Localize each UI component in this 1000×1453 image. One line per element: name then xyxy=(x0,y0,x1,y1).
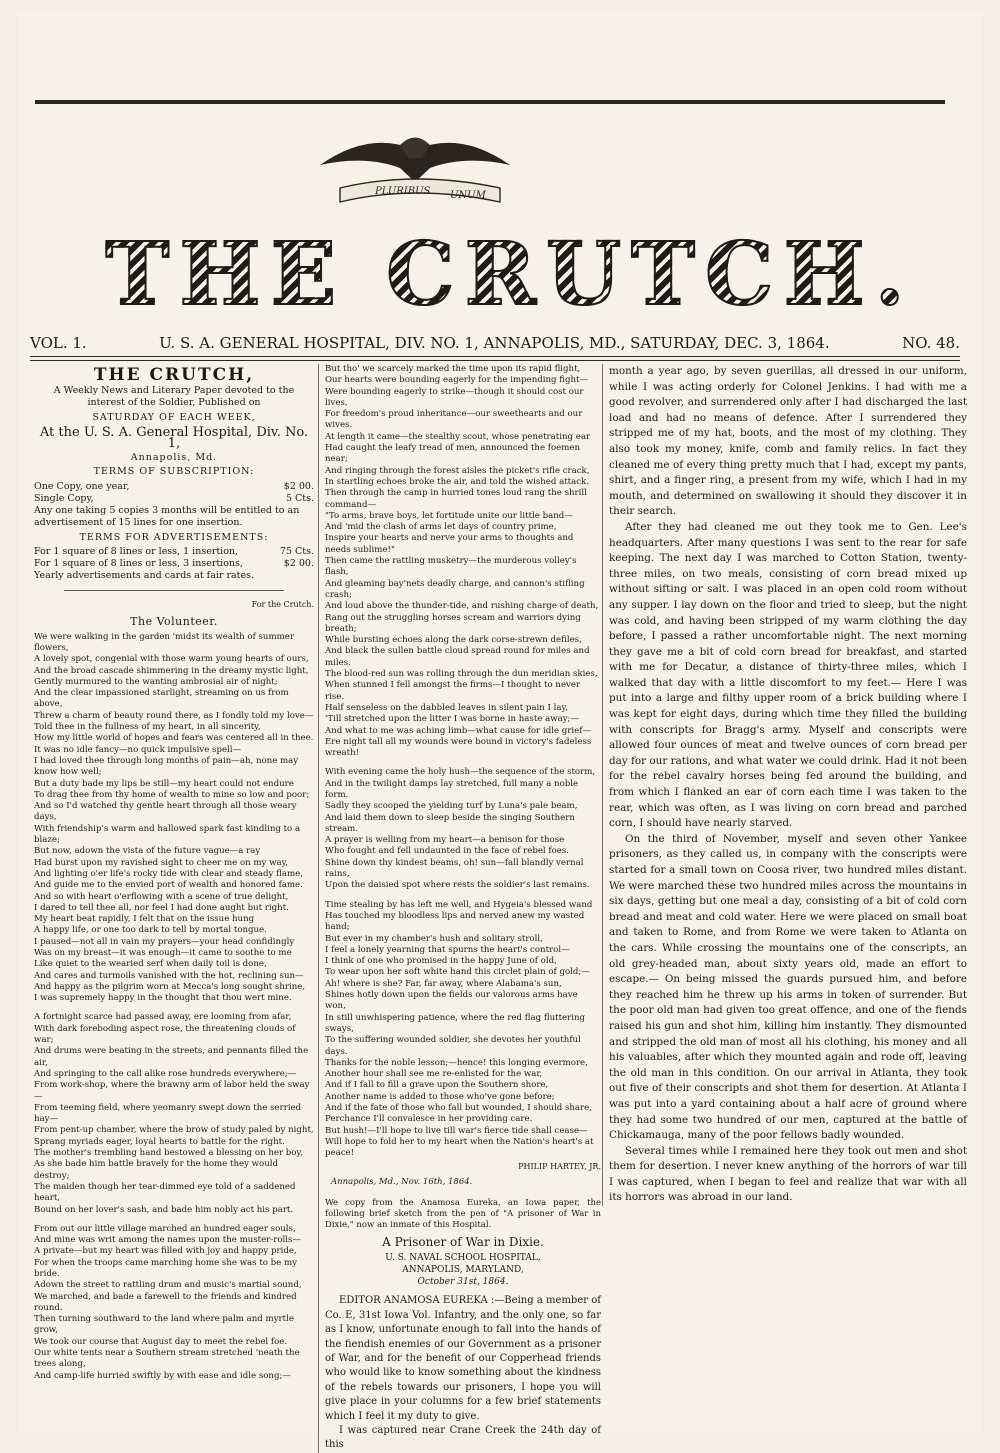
poem-line: Shines hotly down upon the fields our valorous arms have won, xyxy=(325,990,578,1012)
poem-line: Like quiet to the wearied serf when daily toil is done, xyxy=(34,959,267,970)
poem-line: And the broad cascade shimmering in the dreamy mystic light, xyxy=(34,665,309,676)
terms-price: $2 00. xyxy=(283,558,314,570)
poem-line: Another name is added to those who've gone before; xyxy=(325,1091,555,1102)
poem-line: And ringing through the forest aisles the picket's rifle crack, xyxy=(325,465,590,476)
poem-dated: Annapolis, Md., Nov. 16th, 1864. xyxy=(331,1176,473,1187)
poem-stanza xyxy=(34,632,314,1005)
column-1 xyxy=(34,364,314,1390)
poem-line: For when the troops came marching home she was to be my bride. xyxy=(34,1257,297,1279)
poem-line: And drums were beating in the streets, and pennants filled the air, xyxy=(34,1046,309,1068)
poem-line: Rang out the struggling horses scream and warriors dying breath; xyxy=(325,612,581,634)
poem-line: And if I fall to fill a grave upon the Southern shore, xyxy=(325,1080,549,1091)
poem-line: Bound on her lover's sash, and bade him nobly act his part. xyxy=(34,1204,294,1215)
poem-line: The mother's trembling hand bestowed a blessing on her boy, xyxy=(34,1148,303,1159)
poem-line: And mine was writ among the names upon the muster-rolls— xyxy=(34,1235,302,1246)
poem-line: To the suffering wounded soldier, she devotes her youthful days. xyxy=(325,1035,581,1057)
poem-line: And guide me to the envied port of wealth and honored fame. xyxy=(34,880,303,891)
poem-line: To drag thee from thy home of wealth to mine so low and poor; xyxy=(34,789,310,800)
poem-line: A lovely spot, congenial with those warm young hearts of ours, xyxy=(34,654,309,665)
poem-line: From teeming field, where yeomanry swept down the serried hay— xyxy=(34,1102,302,1125)
address-line: U. S. NAVAL SCHOOL HOSPITAL, xyxy=(385,1253,541,1264)
poem-line: From work-shop, where the brawny arm of labor held the sway— xyxy=(34,1080,310,1102)
column-2 xyxy=(318,364,601,1453)
poem-title: The Volunteer. xyxy=(130,615,218,629)
poem-line: Were bounding eagerly to strike—though it should cost our lives, xyxy=(325,386,584,408)
prospectus-line1: A Weekly News and Literary Paper devoted to the interest of the Soldier, Published on xyxy=(53,385,295,409)
divider xyxy=(64,590,284,591)
poem-line: And what to me was aching limb—what cause for idle grief— xyxy=(325,725,591,736)
article-paragraph: I was captured near Crane Creek the 24th day of this xyxy=(325,1425,601,1451)
poem-line: And the clear impassioned starlight, streaming on us from above, xyxy=(34,688,289,710)
poem-line: To wear upon her soft white hand this circlet plain of gold;— xyxy=(325,967,590,978)
poem-line: And in the twilight damps lay stretched, full many a noble form. xyxy=(325,778,579,800)
terms-price: 75 Cts. xyxy=(279,546,314,558)
poem-stanza xyxy=(325,767,601,891)
column-3 xyxy=(602,364,967,1206)
poem-line: My heart beat rapidly, I felt that on the issue hung xyxy=(34,914,255,925)
terms-row xyxy=(34,493,314,505)
article-paragraph: On the third of November, myself and seven other Yankee prisoners, as they called us, in company with the conscripts were started for a small town on Coosa river, two hundred miles distant. We were marched these two hundred miles across the mountains in six days, getting but one meal a day, consisting of a bit of cold corn bread and meat and cold water. Here we were placed on small boat and taken to Rome, and from Rome we were taken to Atlanta on the cars. While crossing the mountains one of the conscripts, an old grey-headed man, about sixty years old, made an effort to escape.— On being missed the guards pursued him, and before they reached him he threw up his arms in token of surrender. But the poor old man had given too great offence, and one of the fiends raised his gun and shot him, killing him instantly. They dismounted and stripped the old man of most all his clothing, his money and all his valuables, after which they mounted again and rode off, leaving the old man in this condition. On our arrival in Atlanta, they took out five of their conscripts and shot them for desertion. At Atlanta I was put into a yard containing about a half acre of ground where they had some two hundred of our men, captured at the battle of Chickamauga, many of the poor fellows badly wounded. xyxy=(609,832,967,1142)
poem-line: The blood-red sun was rolling through the dun meridian skies, xyxy=(325,669,598,680)
volume-number: VOL. 1. xyxy=(30,334,87,352)
poem-line: Our hearts were bounding eagerly for the impending fight— xyxy=(325,375,589,386)
poem-line: And camp-life hurried swiftly by with ease and idle song;— xyxy=(34,1370,291,1381)
poem-line: Threw a charm of beauty round there, as I fondly told my love— xyxy=(34,710,314,721)
poem-line: At length it came—the stealthy scout, whose penetrating ear xyxy=(325,431,591,442)
poem-line: And if the fate of those who fall but wounded, I should share, xyxy=(325,1103,592,1113)
poem-line: And loud above the thunder-tide, and rushing charge of death, xyxy=(325,601,599,612)
article-paragraph: Several times while I remained here they took out men and shot them for desertion. I never knew anything of the horrors of war till I was captured, when I began to feel and realize that war with all its horrors was abroad in our land. xyxy=(609,1144,967,1204)
poem-line: And 'mid the clash of arms let days of country prime, xyxy=(325,522,557,533)
poem-line: With evening came the holy hush—the sequence of the storm, xyxy=(325,767,596,778)
ribbon-left: PLURIBUS xyxy=(375,186,431,197)
poem-line: I was supremely happy in the thought that thou wert mine. xyxy=(34,993,292,1004)
terms-label: One Copy, one year, xyxy=(34,480,130,492)
article-paragraph: After they had cleaned me out they took me to Gen. Lee's headquarters. After many questions I was sent to the rear for safe keeping. The next day I was marched to Cotton Station, twenty-three miles, on two meals, consisting of corn bread mixed up without sifting or salt. I was placed in an open cold room without any supper. I lay down on the floor and tried to sleep, but the night was cold, and having been stripped of my warm clothing the day before, I passed a rather uncomfortable night. The next morning they gave me a bit of cold corn bread for breakfast, and started with me for Decatur, a distance of thirty-three miles, which I walked that day with a little discomfort to my feet.— Here I was put into a large and filthy upper room of a brick building where I was kept for eight days, during which time they filled the building with conscripts for Bragg's army. Myself and conscripts were allowed four ounces of meat and twelve ounces of corn bread per day for our rations, and what water we could drink. Had it not been for the rebel cavalry horses being fed around the building, and from which I flanked an ear of corn each time I was taken to the rear, which was often, as I was living on corn bread and parched corn, I should have nearly starved. xyxy=(609,520,967,830)
poem-line: Was on my breast—it was enough—it came to soothe to me xyxy=(34,947,292,958)
poem-line: A happy life, or one too dark to tell by mortal tongue. xyxy=(34,925,267,936)
prisoner-intro: We copy from the Anamosa Eureka, an Iowa paper, the following brief sketch from the pen of "A prisoner of War in Dixie," now an inmate of this Hospital. xyxy=(325,1198,601,1231)
advertising-note: Yearly advertisements and cards at fair rates. xyxy=(34,570,254,582)
poem-line: "To arms, brave boys, let fortitude unite our little band— xyxy=(325,510,573,521)
masthead-title: THE CRUTCH. xyxy=(100,235,920,315)
poem-line: Time stealing by has left me well, and Hygeia's blessed wand xyxy=(325,899,593,910)
poem-line: But now, adown the vista of the future vague—a ray xyxy=(34,846,261,857)
poem-line: A fortnight scarce had passed away, ere looming from afar, xyxy=(34,1012,292,1023)
poem-line: When stunned I fell amongst the firms—I thought to never rise. xyxy=(325,680,581,702)
poem-line: Had caught the leafy tread of men, announced the foemen near; xyxy=(325,443,580,465)
poem-line: And happy as the pilgrim worn at Mecca's long sought shrine, xyxy=(34,981,306,992)
poem-line: Perchance I'll convalesce in her providing care. xyxy=(325,1114,533,1125)
poem-line: From pent-up chamber, where the brow of study paled by night, xyxy=(34,1125,314,1136)
poem-line: A private—but my heart was filled with joy and happy pride, xyxy=(34,1246,297,1257)
article-address xyxy=(325,1252,601,1288)
terms-label: For 1 square of 8 lines or less, 3 insertions, xyxy=(34,558,243,570)
poem-line: I paused—not all in vain my prayers—your head confidingly xyxy=(34,936,295,947)
poem-line: And so I'd watched thy gentle heart through all those weary days, xyxy=(34,801,297,823)
address-line: October 31st, 1864. xyxy=(417,1277,509,1288)
terms-advertising-heading: TERMS FOR ADVERTISEMENTS: xyxy=(79,531,269,543)
poem-signature: PHILIP HARTEY, JR. xyxy=(518,1162,601,1172)
poem-line: Then through the camp in hurried tones loud rang the shrill command— xyxy=(325,488,587,510)
poem-line: But ever in my chamber's hush and solitary stroll, xyxy=(325,933,543,944)
poem-line: I feel a lonely yearning that spurns the heart's control— xyxy=(325,944,570,955)
poem-line: Sprang myriads eager, loyal hearts to battle for the right. xyxy=(34,1136,285,1147)
poem-line: And lighting o'er life's rocky tide with clear and steady flame, xyxy=(34,868,303,879)
poem-stanza xyxy=(34,1012,314,1215)
poem-line: And springing to the call alike rose hundreds everywhere;— xyxy=(34,1068,297,1079)
prospectus-title: THE CRUTCH, xyxy=(93,365,255,385)
poem-line: Will hope to fold her to my heart when the Nation's heart's at peace! xyxy=(325,1136,594,1159)
poem-line: Sadly they scooped the yielding turf by Luna's pale beam, xyxy=(325,801,578,812)
poem-line: The maiden though her tear-dimmed eye told of a saddened heart, xyxy=(34,1181,296,1204)
poem-line: 'Till stretched upon the litter I was borne in haste away;— xyxy=(325,714,580,725)
subscription-note: Any one taking 5 copies 3 months will be entitled to an advertisement of 15 lines for one insertion. xyxy=(34,504,300,528)
terms-row xyxy=(34,558,314,570)
dateline-rule xyxy=(30,356,960,361)
eagle-emblem xyxy=(300,110,530,225)
poem-line: We were walking in the garden 'midst its wealth of summer flowers, xyxy=(34,631,294,653)
poem-line: Adown the street to rattling drum and music's martial sound, xyxy=(34,1280,302,1291)
poem-line: Who fought and fell undaunted in the face of rebel foes. xyxy=(325,846,569,857)
poem-stanza xyxy=(325,364,601,759)
article-title: A Prisoner of War in Dixie. xyxy=(382,1235,544,1250)
terms-price: $2 00. xyxy=(283,480,314,492)
poem-stanza xyxy=(34,1224,314,1382)
poem-line: Had burst upon my ravished sight to cheer me on my way, xyxy=(34,857,289,868)
terms-row xyxy=(34,481,314,493)
poem-line: Our white tents near a Southern stream stretched 'neath the trees along, xyxy=(34,1348,300,1370)
poem-stanza xyxy=(325,900,601,1160)
poem-line: I dared to tell thee all, nor feel I had done aught but right. xyxy=(34,902,289,913)
article-paragraph: month a year ago, by seven guerillas, all dressed in our uniform, while I was acting orderly for Colonel Jenkins. I had with me a good revolver, and surrendered only after I had discharged the last load and had no means of defence. After I surrendered they stripped me of my hat, boots, and the most of my clothing. They also took my money, knife, comb and family relics. In fact they cleaned me of every thing pretty much that I had, except my pants, shirt, and a finger ring, a present from my wife, which I had in my mouth, and determined on swallowing it should they discover it in their search. xyxy=(609,365,967,518)
poem-line: And cares and turmoils vanished with the hot, reclining sun— xyxy=(34,970,304,981)
poem-line: We marched, and bade a farewell to the friends and kindred round. xyxy=(34,1291,297,1313)
poem-line: A prayer is welling from my heart—a benison for those xyxy=(325,835,565,846)
poem-line: Ere night tall all my wounds were bound in victory's fadeless wreath! xyxy=(325,736,592,759)
poem-line: But a duty bade my lips be still—my heart could not endure xyxy=(34,778,294,789)
poem-line: For freedom's proud inheritance—our sweethearts and our wives. xyxy=(325,409,583,431)
poem-line: But tho' we scarcely marked the time upon its rapid flight, xyxy=(325,364,581,374)
poem-line: And black the sullen battle cloud spread round for miles and miles. xyxy=(325,646,590,668)
top-rule xyxy=(35,100,945,104)
poem-line: Told thee in the fullness of my heart, in all sincerity, xyxy=(34,722,261,733)
dateline-place: U. S. A. GENERAL HOSPITAL, DIV. NO. 1, ANNAPOLIS, MD., SATURDAY, DEC. 3, 1864. xyxy=(159,334,830,352)
poem-line: And laid them down to sleep beside the singing Southern stream. xyxy=(325,812,575,834)
poem-line: And so with heart o'erflowing with a scene of true delight, xyxy=(34,891,289,902)
dateline xyxy=(30,332,960,354)
ribbon-right: UNUM xyxy=(450,190,486,201)
terms-row xyxy=(34,546,314,558)
poem-line: Then came the rattling musketry—the murderous volley's flash, xyxy=(325,556,577,578)
poem-line: But hush!—I'll hope to live till war's fierce tide shall cease— xyxy=(325,1125,588,1136)
address-line: ANNAPOLIS, MARYLAND, xyxy=(402,1265,524,1276)
prospectus-line2: SATURDAY OF EACH WEEK, xyxy=(92,412,256,424)
poem-line: I had loved thee through long months of pain—ah, none may know how well; xyxy=(34,755,299,778)
poem-line: Inspire your hearts and nerve your arms to thoughts and needs sublime!" xyxy=(325,533,574,555)
terms-label: For 1 square of 8 lines or less, 1 insertion, xyxy=(34,546,239,558)
poem-line: Thanks for the noble lesson;—hence! this longing evermore, xyxy=(325,1057,588,1068)
poem-line: Then turning southward to the land where palm and myrtle grow, xyxy=(34,1314,294,1336)
poem-line: Ah! where is she? Far, far away, where Alabama's sun, xyxy=(325,978,562,989)
issue-number: NO. 48. xyxy=(902,334,960,352)
terms-subscription-heading: TERMS OF SUBSCRIPTION: xyxy=(93,466,255,478)
prospectus-line3: At the U. S. A. General Hospital, Div. No. 1, xyxy=(39,424,309,451)
poem-line: It was no idle fancy—no quick impulsive spell— xyxy=(34,744,242,755)
poem-line: Has touched my bloodless lips and nerved anew my wasted hand; xyxy=(325,910,585,933)
poem-line: From out our little village marched an hundred eager souls, xyxy=(34,1223,296,1234)
poem-line: Upon the daisied spot where rests the soldier's last remains. xyxy=(325,880,590,891)
poem-line: In still unwhispering patience, where the red flag fluttering sways, xyxy=(325,1012,586,1034)
terms-label: Single Copy, xyxy=(34,492,94,504)
poem-line: In startling echoes broke the air, and told the wished attack. xyxy=(325,476,590,487)
poem-line: With dark foreboding aspect rose, the threatening clouds of war; xyxy=(34,1023,296,1046)
poem-line: Shine down thy kindest beams, oh! sun—fall blandly vernal rains, xyxy=(325,857,584,880)
poem-line: How my little world of hopes and fears was centered all in thee. xyxy=(34,733,314,744)
poem-line: And gleaming bay'nets deadly charge, and cannon's stifling crash; xyxy=(325,578,585,600)
poem-line: Another hour shall see me re-enlisted for the war, xyxy=(325,1069,543,1080)
poem-line: While bursting echoes along the dark corse-strewn defiles, xyxy=(325,635,582,646)
poem-line: We took our course that August day to meet the rebel foe. xyxy=(34,1336,288,1347)
poem-line: With friendship's warm and hallowed spark fast kindling to a blaze; xyxy=(34,823,301,846)
prospectus-line4: Annapolis, Md. xyxy=(130,452,218,464)
poem-credit: For the Crutch. xyxy=(251,600,314,610)
terms-price: 5 Cts. xyxy=(285,492,314,504)
poem-line: Gently murmured to the wanting ambrosial air of night; xyxy=(34,676,278,687)
article-paragraph: EDITOR ANAMOSA EUREKA :—Being a member of Co. E, 31st Iowa Vol. Infantry, and the only one, so far as I know, unfortunate enough to fall into the hands of the fiendish enemies of our Government as a prisoner of War, and for the benefit of our Copperhead friends who would like to know something about the kindness of the rebels towards our prisoners, I hope you will give place in your columns for a few brief statements which I feel it my duty to give. xyxy=(325,1295,601,1422)
poem-line: I think of one who promised in the happy June of old, xyxy=(325,956,557,967)
poem-line: As she bade him battle bravely for the home they would destroy; xyxy=(34,1159,278,1181)
poem-line: Half senseless on the dabbled leaves in silent pain I lay, xyxy=(325,702,568,713)
